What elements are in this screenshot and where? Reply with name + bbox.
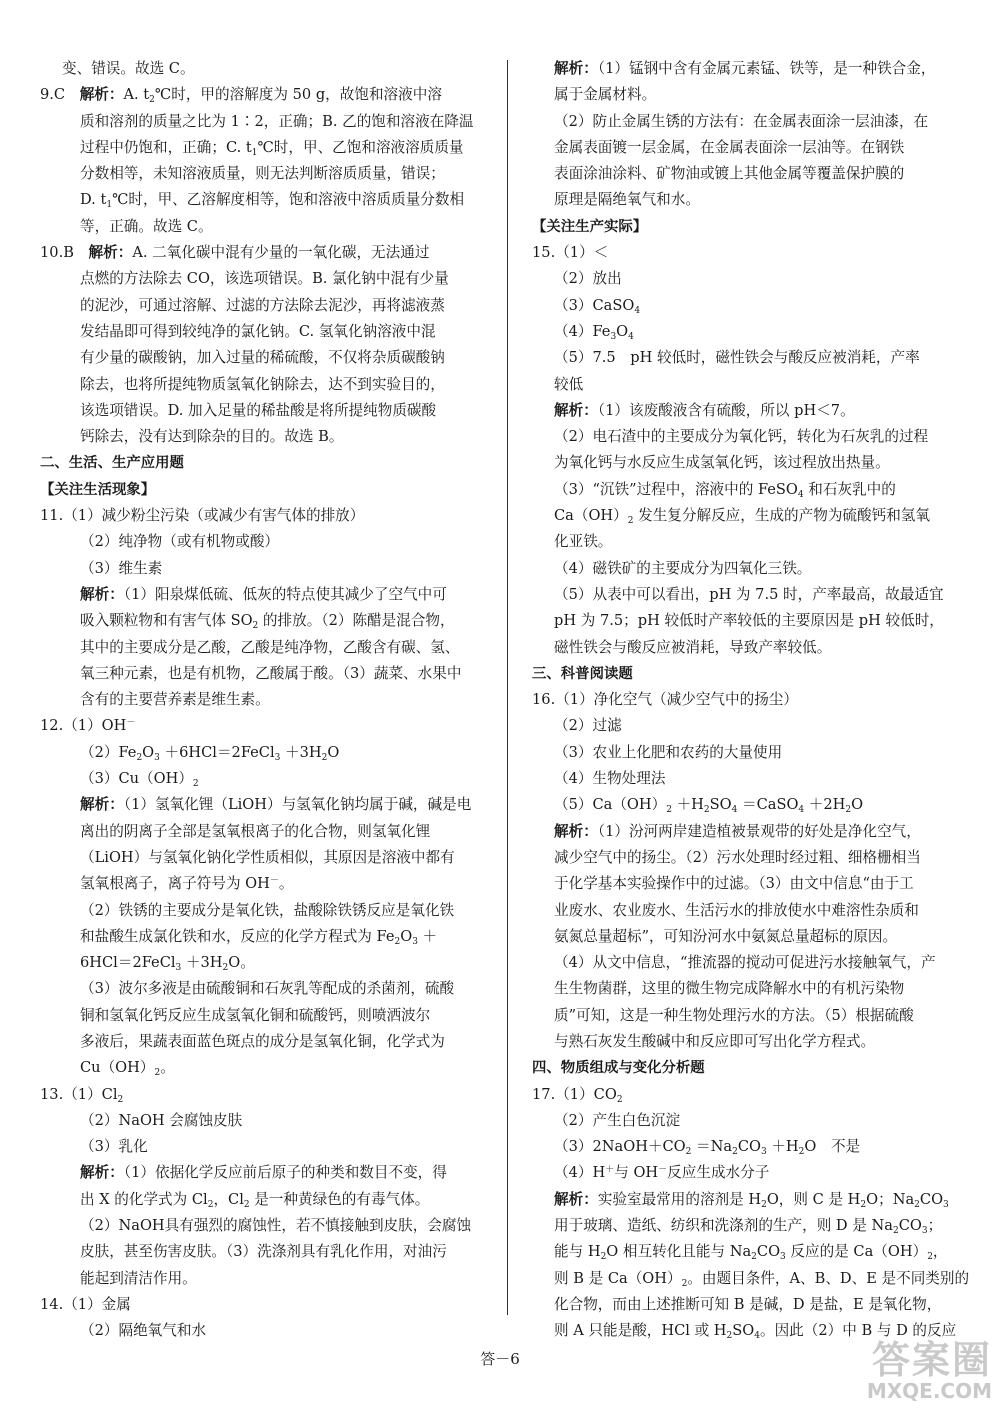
section-heading: 三、科普阅读题 (532, 665, 633, 682)
text-line: $(3)Cu(OH)_2$ (80, 770, 199, 790)
text-line: （3）乳化 (80, 1138, 148, 1156)
watermark-text: 答案圈 (871, 1338, 992, 1382)
text-line: 含有的主要营养素是维生素。 (80, 691, 270, 709)
text-line: （LiOH）与氢氧化钠化学性质相似，其原因是溶液中都有 (80, 848, 455, 866)
text-line: 属于金属材料。 (554, 86, 657, 104)
text-line: 于化学基本实验操作中的过滤。（3）由文中信息“由于工 (554, 875, 914, 893)
text-line: （3）“沉铁”过程中，溶液中的 FeSO$_4$ 和石灰乳中的 (554, 480, 896, 500)
page-number: 答－6 (480, 1350, 520, 1368)
section-heading: 四、物质组成与变化分析题 (532, 1060, 705, 1077)
text-line: 用于玻璃、造纸、纺织和洗涤剂的生产，则 D 是 $Na_2CO_3$； (554, 1217, 943, 1237)
text-line: 12.（1）OH－ (40, 717, 136, 735)
text-line: 解析：（1）氢氧化锂（LiOH）与氢氧化钠均属于碱，碱是电 (80, 796, 472, 814)
text-line: 出 X 的化学式为 $Cl_2$，$Cl_2$ 是一种黄绿色的有毒气体。 (80, 1190, 430, 1210)
text-line: 11.（1）减少粉尘污染（或减少有害气体的排放） (40, 507, 365, 525)
text-line: 9.C 解析：A. $t_2℃$时，甲的溶解度为 50 g，故饱和溶液中溶 (40, 86, 442, 106)
section-heading: 【关注生活现象】 (40, 481, 156, 498)
text-line: 质和溶剂的质量之比为 1∶2，正确；B. 乙的饱和溶液在降温 (80, 112, 474, 130)
text-line: （5）7.5 pH 较低时，磁性铁会与酸反应被消耗，产率 (554, 349, 920, 367)
text-line: （2）过滤 (554, 717, 622, 735)
text-line: $(3)2NaOH+CO_2 =Na_2CO_3 +H_2O$ 不是 (554, 1138, 861, 1158)
section-heading: 【关注生产实际】 (532, 218, 648, 235)
text-line: 6HCl＝2FeCl$_3$ $+3H_2O$。 (80, 954, 255, 974)
text-line: 减少空气中的扬尘。（2）污水处理时经过粗、细格栅相当 (554, 848, 921, 866)
text-line: 吸入颗粒物和有害气体 $SO_2$ 的排放。（2）陈醋是混合物， (80, 612, 455, 632)
text-line: 15.（1）＜ (532, 244, 609, 262)
text-line: 较低 (554, 375, 584, 393)
text-line: 业废水、农业废水、生活污水的排放使水中难溶性杂质和 (554, 901, 919, 919)
text-line: （5）从表中可以看出，pH 为 7.5 时，产率最高，故最适宜 (554, 585, 944, 603)
text-line: 分数相等，未知溶液质量，则无法判断溶质质量，错误； (80, 165, 445, 183)
watermark-logo (842, 1340, 992, 1404)
text-line: 解析：（1）依据化学反应前后原子的种类和数目不变，得 (80, 1164, 447, 1182)
text-line: 变、错误。故选 C。 (62, 60, 195, 77)
text-line: 有少量的碳酸钠，加入过量的稀硫酸，不仅将杂质碳酸钠 (80, 349, 445, 367)
text-line: （2）铁锈的主要成分是氧化铁，盐酸除铁锈反应是氧化铁 (80, 901, 455, 919)
text-line: D. $t_1℃$时，甲、乙溶解度相等，饱和溶液中溶质质量分数相 (80, 191, 465, 211)
text-line: （3）波尔多液是由硫酸铜和石灰乳等配成的杀菌剂，硫酸 (80, 980, 455, 998)
text-line: 则 A 只能是酸，HCl 或 $H_2SO_4$。因此（2）中 B 与 D 的反应 (554, 1322, 957, 1342)
text-line: 发结晶即可得到较纯净的氯化钠。C. 氢氧化钠溶液中混 (80, 322, 436, 340)
text-line: （4）磁铁矿的主要成分为四氧化三铁。 (554, 559, 812, 577)
text-line: 解析：实验室最常用的溶剂是 $H_2O$，则 C 是 $H_2O$；$Na_2CO_3$ (554, 1190, 949, 1210)
text-line: （4）生物处理法 (554, 770, 666, 788)
text-line: 化合物，而由上述推断可知 B 是碱，D 是盐，E 是氧化物， (554, 1295, 942, 1313)
text-line: 表面涂油涂料、矿物油或镀上其他金属等覆盖保护膜的 (554, 165, 905, 183)
text-line: 解析：（1）锰钢中含有金属元素锰、铁等，是一种铁合金， (554, 60, 936, 77)
text-line: 解析：（1）该废酸液含有硫酸，所以 pH＜7。 (554, 401, 855, 419)
text-line: 多液后，果蔬表面蓝色斑点的成分是氢氧化铜，化学式为 (80, 1032, 445, 1050)
text-line: （2）防止金属生锈的方法有：在金属表面涂一层油漆，在 (554, 112, 929, 130)
text-line: 解析：（1）阳泉煤低硫、低灰的特点使其减少了空气中可 (80, 585, 447, 603)
text-line: 14.（1）金属 (40, 1295, 131, 1313)
right-column (532, 56, 970, 1345)
text-line: 能起到清洁作用。 (80, 1269, 197, 1287)
text-line: 为氧化钙与水反应生成氢氧化钙，该过程放出热量。 (554, 454, 890, 472)
text-line: （2）产生白色沉淀 (554, 1111, 681, 1129)
text-line: 离出的阴离子全部是氢氧根离子的化合物，则氢氧化锂 (80, 822, 431, 840)
text-line: 的泥沙，可通过溶解、过滤的方法除去泥沙，再将滤液蒸 (80, 296, 445, 314)
text-line: 除去，也将所提纯物质氢氧化钠除去，达不到实验目的， (80, 375, 445, 393)
text-line: （2）NaOH具有强烈的腐蚀性，若不慎接触到皮肤，会腐蚀 (80, 1217, 472, 1235)
text-line: 解析：（1）汾河两岸建造植被景观带的好处是净化空气， (554, 822, 921, 840)
text-line: $Ca(OH)_2$ 发生复分解反应，生成的产物为硫酸钙和氢氧 (554, 507, 931, 527)
text-line: 10.B 解析：A. 二氧化碳中混有少量的一氧化碳，无法通过 (40, 244, 430, 262)
text-line: （3）农业上化肥和农药的大量使用 (554, 743, 783, 761)
text-line: $(2)Fe_2O_3$ ＋6HCl＝2FeCl$_3$ $+3H_2O$ (80, 743, 340, 763)
text-line: （4）从文中信息，“推流器的搅动可促进污水接触氧气，产 (554, 954, 936, 972)
text-line: 钙除去，没有达到除杂的目的。故选 B。 (80, 428, 344, 446)
text-line: 氨氮总量超标”，可知汾河水中氨氮总量超标的原因。 (554, 927, 898, 945)
text-line: 生生物菌群，这里的微生物完成降解水中的有机污染物 (554, 980, 905, 998)
text-line: 其中的主要成分是乙酸，乙酸是纯净物，乙酸含有碳、氢、 (80, 638, 460, 656)
text-line: $Cu(OH)_2$。 (80, 1059, 175, 1079)
watermark-url: MXQE.COM (866, 1379, 992, 1403)
text-line: 金属表面镀一层金属，在金属表面涂一层油等。在钢铁 (554, 138, 905, 156)
text-line: $13.(1)Cl_2$ (40, 1085, 124, 1105)
text-line: （3）维生素 (80, 559, 163, 577)
text-line: $(4)Fe_3O_4$ (554, 322, 634, 342)
text-line: 则 B 是 $Ca(OH)_2$。由题目条件，A、B、D、E 是不同类别的 (554, 1269, 970, 1289)
text-line: 与熟石灰发生酸碱中和反应即可写出化学方程式。 (554, 1032, 876, 1050)
text-line: 磁性铁会与酸反应被消耗，导致产率较低。 (554, 638, 832, 656)
text-line: $17.(1)CO_2$ (532, 1085, 623, 1105)
text-line: （3）CaSO$_4$ (554, 296, 641, 316)
text-line: （2）电石渣中的主要成分为氧化钙，转化为石灰乳的过程 (554, 428, 929, 446)
column-divider (507, 60, 508, 1315)
text-line: 化亚铁。 (554, 533, 613, 551)
left-column (40, 56, 486, 1345)
text-line: pH 为 7.5；pH 较低时产率较低的主要原因是 pH 较低时， (554, 612, 944, 630)
text-line: 氢氧根离子，离子符号为 OH－。 (80, 875, 294, 893)
text-line: 该选项错误。D. 加入足量的稀盐酸是将所提纯物质碳酸 (80, 401, 437, 419)
text-line: 和盐酸生成氯化铁和水，反应的化学方程式为 $Fe_2O_3$ ＋ (80, 927, 438, 947)
text-line: 氧三种元素，也是有机物，乙酸属于酸。（3）蔬菜、水果中 (80, 664, 462, 682)
text-line: 铜和氢氧化钙反应生成氢氧化铜和硫酸钙，则喷洒波尔 (80, 1006, 431, 1024)
text-line: （2）NaOH 会腐蚀皮肤 (80, 1111, 243, 1129)
text-line: 能与 $H_2O$ 相互转化且能与 $Na_2CO_3$ 反应的是 $Ca(OH)_2$， (554, 1243, 948, 1263)
text-line: 过程中仍饱和，正确；C. $t_1℃$时，甲、乙饱和溶液溶质质量 (80, 138, 464, 158)
text-line: $(5)Ca(OH)_2 +H_2SO_4$ ＝CaSO$_4$ $+2H_2O$ (554, 796, 864, 816)
text-line: （2）放出 (554, 270, 622, 288)
text-line: 皮肤，甚至伤害皮肤。（3）洗涤剂具有乳化作用，对油污 (80, 1243, 447, 1261)
text-line: 原理是隔绝氧气和水。 (554, 191, 700, 209)
text-line: （4）H＋与 OH－反应生成水分子 (554, 1164, 770, 1182)
text-line: （2）隔绝氧气和水 (80, 1322, 207, 1340)
text-line: 等，正确。故选 C。 (80, 217, 213, 235)
text-line: 点燃的方法除去 CO，该选项错误。B. 氯化钠中混有少量 (80, 270, 449, 288)
text-line: 16.（1）净化空气（减少空气中的扬尘） (532, 691, 798, 709)
text-line: （2）纯净物（或有机物或酸） (80, 533, 280, 551)
section-heading: 二、生活、生产应用题 (40, 455, 184, 472)
text-line: 质”可知，这是一种生物处理污水的方法。（5）根据硫酸 (554, 1006, 914, 1024)
